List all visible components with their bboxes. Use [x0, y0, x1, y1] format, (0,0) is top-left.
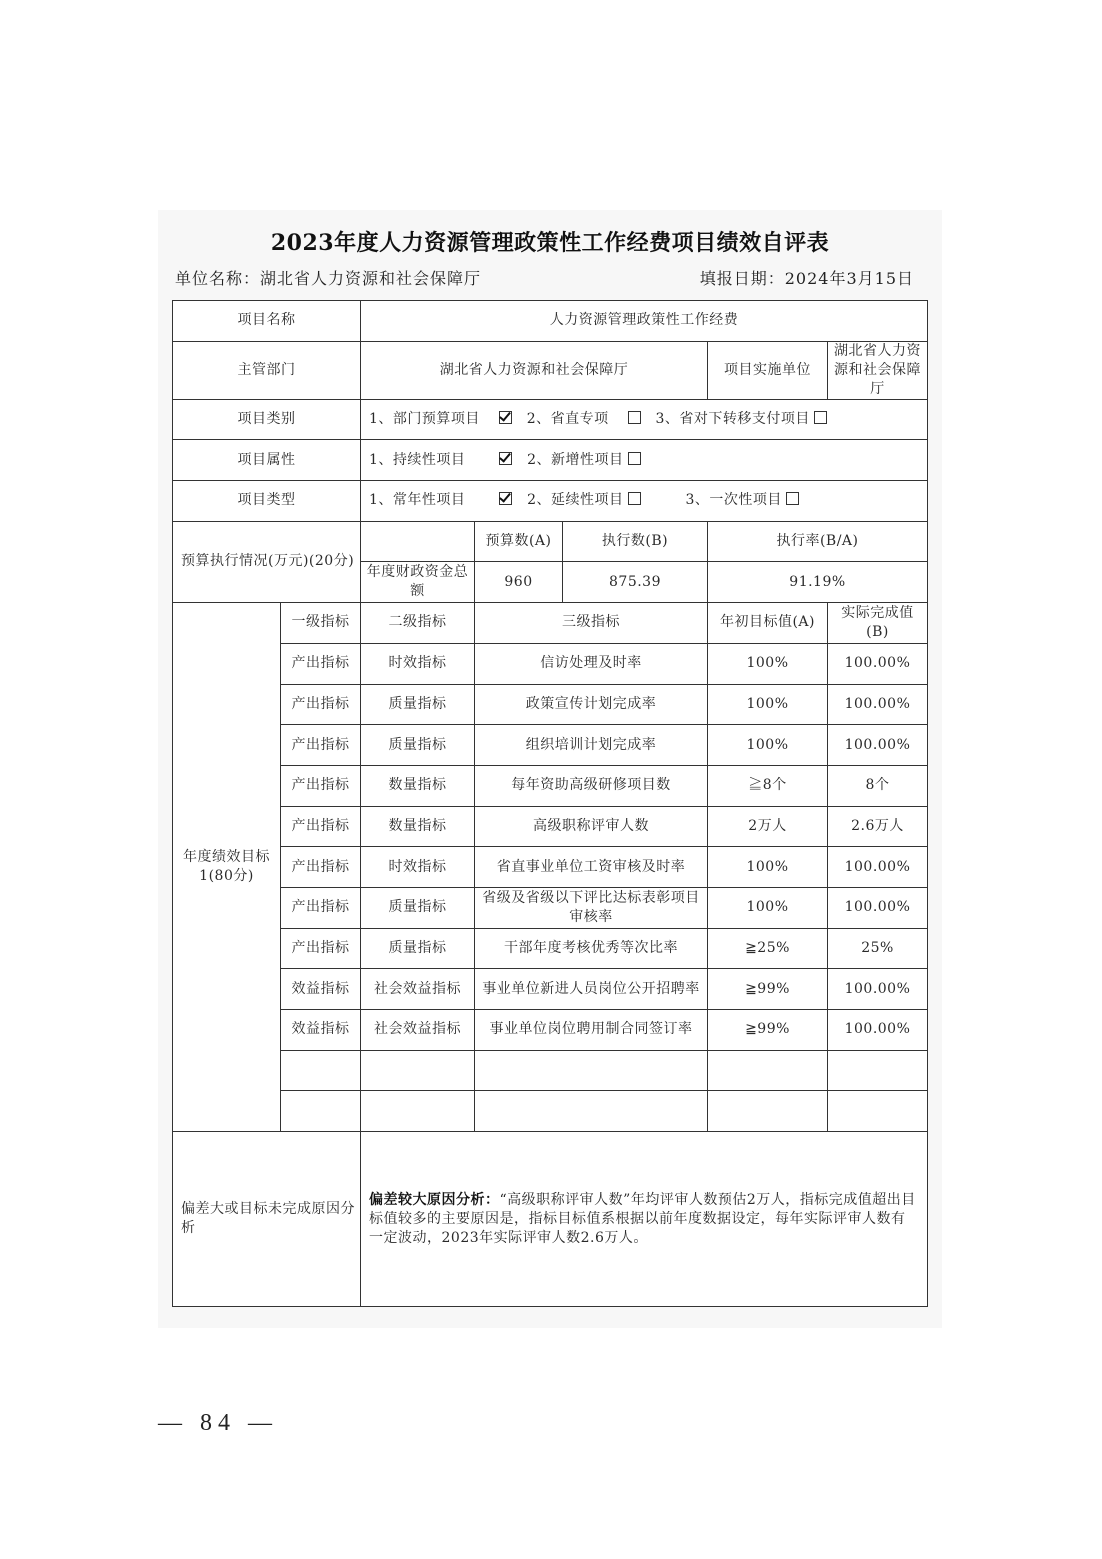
- level3-cell: 高级职称评审人数: [475, 806, 708, 847]
- level2-cell: 质量指标: [361, 887, 475, 928]
- checkbox-unchecked-icon[interactable]: [628, 411, 641, 424]
- level2-cell: 社会效益指标: [361, 1010, 475, 1051]
- project-name-value: 人力资源管理政策性工作经费: [361, 301, 928, 342]
- target-cell: 100%: [708, 684, 828, 725]
- budget-blank-header: [361, 521, 475, 562]
- target-cell: ≧8个: [708, 765, 828, 806]
- level2-cell: 数量指标: [361, 806, 475, 847]
- level3-cell: 干部年度考核优秀等次比率: [475, 928, 708, 969]
- target-cell: 100%: [708, 887, 828, 928]
- level2-cell: 数量指标: [361, 765, 475, 806]
- empty-cell: [708, 1050, 828, 1091]
- checkbox-checked-icon[interactable]: [499, 411, 512, 424]
- document-title: 2023年度人力资源管理政策性工作经费项目绩效自评表: [270, 230, 830, 256]
- row-attribute: [173, 440, 928, 481]
- row-budget-header: [173, 521, 928, 562]
- level1-cell: 产出指标: [281, 806, 361, 847]
- level3-cell: 政策宣传计划完成率: [475, 684, 708, 725]
- empty-cell: [475, 1050, 708, 1091]
- actual-cell: 100.00%: [828, 969, 928, 1010]
- deviation-analysis: [361, 1132, 928, 1307]
- level3-cell: 省直事业单位工资审核及时率: [475, 847, 708, 888]
- target-cell: ≧99%: [708, 969, 828, 1010]
- target-cell: 2万人: [708, 806, 828, 847]
- level2-cell: 质量指标: [361, 684, 475, 725]
- category-options: [361, 399, 928, 440]
- unit-label: 单位名称：: [175, 269, 261, 288]
- level2-cell: 社会效益指标: [361, 969, 475, 1010]
- table-row: [173, 765, 928, 806]
- table-row-empty: [173, 1050, 928, 1091]
- level3-cell: 省级及省级以下评比达标表彰项目审核率: [475, 887, 708, 928]
- table-row: [173, 684, 928, 725]
- option-label: 1、部门预算项目: [369, 411, 480, 428]
- target-cell: 100%: [708, 725, 828, 766]
- row-project-name: [173, 301, 928, 342]
- row-department: [173, 341, 928, 399]
- project-name-label: 项目名称: [173, 301, 361, 342]
- option-label: 3、省对下转移支付项目: [655, 411, 810, 428]
- empty-cell: [828, 1091, 928, 1132]
- header-level1: 一级指标: [281, 603, 361, 644]
- budget-col-budget: 预算数(A): [475, 521, 563, 562]
- level2-cell: 质量指标: [361, 725, 475, 766]
- exec-value: 875.39: [563, 562, 708, 603]
- deviation-text: “高级职称评审人数”年均评审人数预估2万人，指标完成值超出目标值较多的主要原因是，指标目标值系根据以前年度数据设定，每年实际评审人数有一定波动，2023年实际评审人数2.6万人。: [369, 1191, 916, 1246]
- actual-cell: 2.6万人: [828, 806, 928, 847]
- actual-cell: 100.00%: [828, 643, 928, 684]
- dept-value: 湖北省人力资源和社会保障厅: [361, 341, 708, 399]
- level1-cell: 产出指标: [281, 725, 361, 766]
- empty-cell: [708, 1091, 828, 1132]
- table-row: [173, 847, 928, 888]
- level3-cell: 每年资助高级研修项目数: [475, 765, 708, 806]
- level1-cell: 产出指标: [281, 643, 361, 684]
- type-option: [527, 491, 640, 510]
- budget-label: 预算执行情况(万元)(20分): [173, 521, 361, 602]
- unit-value: 湖北省人力资源和社会保障厅: [260, 269, 482, 288]
- actual-cell: 100.00%: [828, 847, 928, 888]
- attribute-label: 项目属性: [173, 440, 361, 481]
- option-label: 2、新增性项目: [527, 451, 624, 468]
- category-option: [369, 410, 512, 429]
- checkbox-checked-icon[interactable]: [499, 452, 512, 465]
- level1-cell: 产出指标: [281, 847, 361, 888]
- budget-col-rate: 执行率(B/A): [708, 521, 928, 562]
- table-row-empty: [173, 1091, 928, 1132]
- attribute-option: [369, 451, 512, 470]
- level2-cell: 时效指标: [361, 847, 475, 888]
- level1-cell: 效益指标: [281, 1010, 361, 1051]
- unit-name: [175, 266, 481, 289]
- actual-cell: 100.00%: [828, 725, 928, 766]
- impl-value: 湖北省人力资源和社会保障厅: [828, 341, 928, 399]
- checkbox-unchecked-icon[interactable]: [628, 452, 641, 465]
- budget-col-exec: 执行数(B): [563, 521, 708, 562]
- type-option: [685, 491, 798, 510]
- date-value: 2024年3月15日: [784, 269, 914, 288]
- empty-cell: [281, 1091, 361, 1132]
- option-label: 1、常年性项目: [369, 492, 466, 509]
- category-option: [527, 410, 641, 429]
- actual-cell: 100.00%: [828, 684, 928, 725]
- type-label: 项目类型: [173, 481, 361, 522]
- option-label: 2、省直专项: [526, 411, 609, 428]
- level3-cell: 组织培训计划完成率: [475, 725, 708, 766]
- header-level3: 三级指标: [475, 603, 708, 644]
- table-row: [173, 1010, 928, 1051]
- target-cell: ≧25%: [708, 928, 828, 969]
- header-actual: 实际完成值(B): [828, 603, 928, 644]
- header-target: 年初目标值(A): [708, 603, 828, 644]
- level3-cell: 事业单位岗位聘用制合同签订率: [475, 1010, 708, 1051]
- targets-label: 年度绩效目标1(80分): [173, 603, 281, 1132]
- actual-cell: 100.00%: [828, 1010, 928, 1051]
- budget-row-label: 年度财政资金总额: [361, 562, 475, 603]
- empty-cell: [281, 1050, 361, 1091]
- category-option: [655, 410, 826, 429]
- table-row: [173, 643, 928, 684]
- level1-cell: 产出指标: [281, 928, 361, 969]
- table-row: [173, 806, 928, 847]
- target-cell: 100%: [708, 643, 828, 684]
- attribute-option: [527, 451, 640, 470]
- empty-cell: [475, 1091, 708, 1132]
- impl-label: 项目实施单位: [708, 341, 828, 399]
- page-number: — 84 —: [158, 1410, 278, 1436]
- actual-cell: 25%: [828, 928, 928, 969]
- option-label: 2、延续性项目: [527, 492, 624, 509]
- checkbox-unchecked-icon[interactable]: [786, 492, 799, 505]
- empty-cell: [828, 1050, 928, 1091]
- row-targets-header: [173, 603, 928, 644]
- level1-cell: 产出指标: [281, 765, 361, 806]
- target-cell: 100%: [708, 847, 828, 888]
- empty-cell: [361, 1050, 475, 1091]
- actual-cell: 8个: [828, 765, 928, 806]
- level3-cell: 事业单位新进人员岗位公开招聘率: [475, 969, 708, 1010]
- date-label: 填报日期：: [699, 269, 785, 288]
- rate-value: 91.19%: [708, 562, 928, 603]
- type-options: [361, 481, 928, 522]
- dept-label: 主管部门: [173, 341, 361, 399]
- level3-cell: 信访处理及时率: [475, 643, 708, 684]
- checkbox-unchecked-icon[interactable]: [628, 492, 641, 505]
- table-row: [173, 887, 928, 928]
- deviation-heading: 偏差较大原因分析：: [369, 1191, 500, 1208]
- actual-cell: 100.00%: [828, 887, 928, 928]
- fill-date: [700, 266, 914, 289]
- level1-cell: 效益指标: [281, 969, 361, 1010]
- header-level2: 二级指标: [361, 603, 475, 644]
- table-row: [173, 928, 928, 969]
- table-row: [173, 969, 928, 1010]
- type-option: [369, 491, 512, 510]
- checkbox-unchecked-icon[interactable]: [814, 411, 827, 424]
- checkbox-checked-icon[interactable]: [499, 492, 512, 505]
- level1-cell: 产出指标: [281, 887, 361, 928]
- option-label: 1、持续性项目: [369, 451, 466, 468]
- table-row: [173, 725, 928, 766]
- row-category: [173, 399, 928, 440]
- empty-cell: [361, 1091, 475, 1132]
- attribute-options: [361, 440, 928, 481]
- budget-value: 960: [475, 562, 563, 603]
- row-deviation: [173, 1132, 928, 1307]
- option-label: 3、一次性项目: [685, 492, 782, 509]
- evaluation-table: [172, 300, 928, 1307]
- deviation-label: 偏差大或目标未完成原因分析: [173, 1132, 361, 1307]
- category-label: 项目类别: [173, 399, 361, 440]
- level2-cell: 质量指标: [361, 928, 475, 969]
- target-cell: ≧99%: [708, 1010, 828, 1051]
- level1-cell: 产出指标: [281, 684, 361, 725]
- level2-cell: 时效指标: [361, 643, 475, 684]
- row-type: [173, 481, 928, 522]
